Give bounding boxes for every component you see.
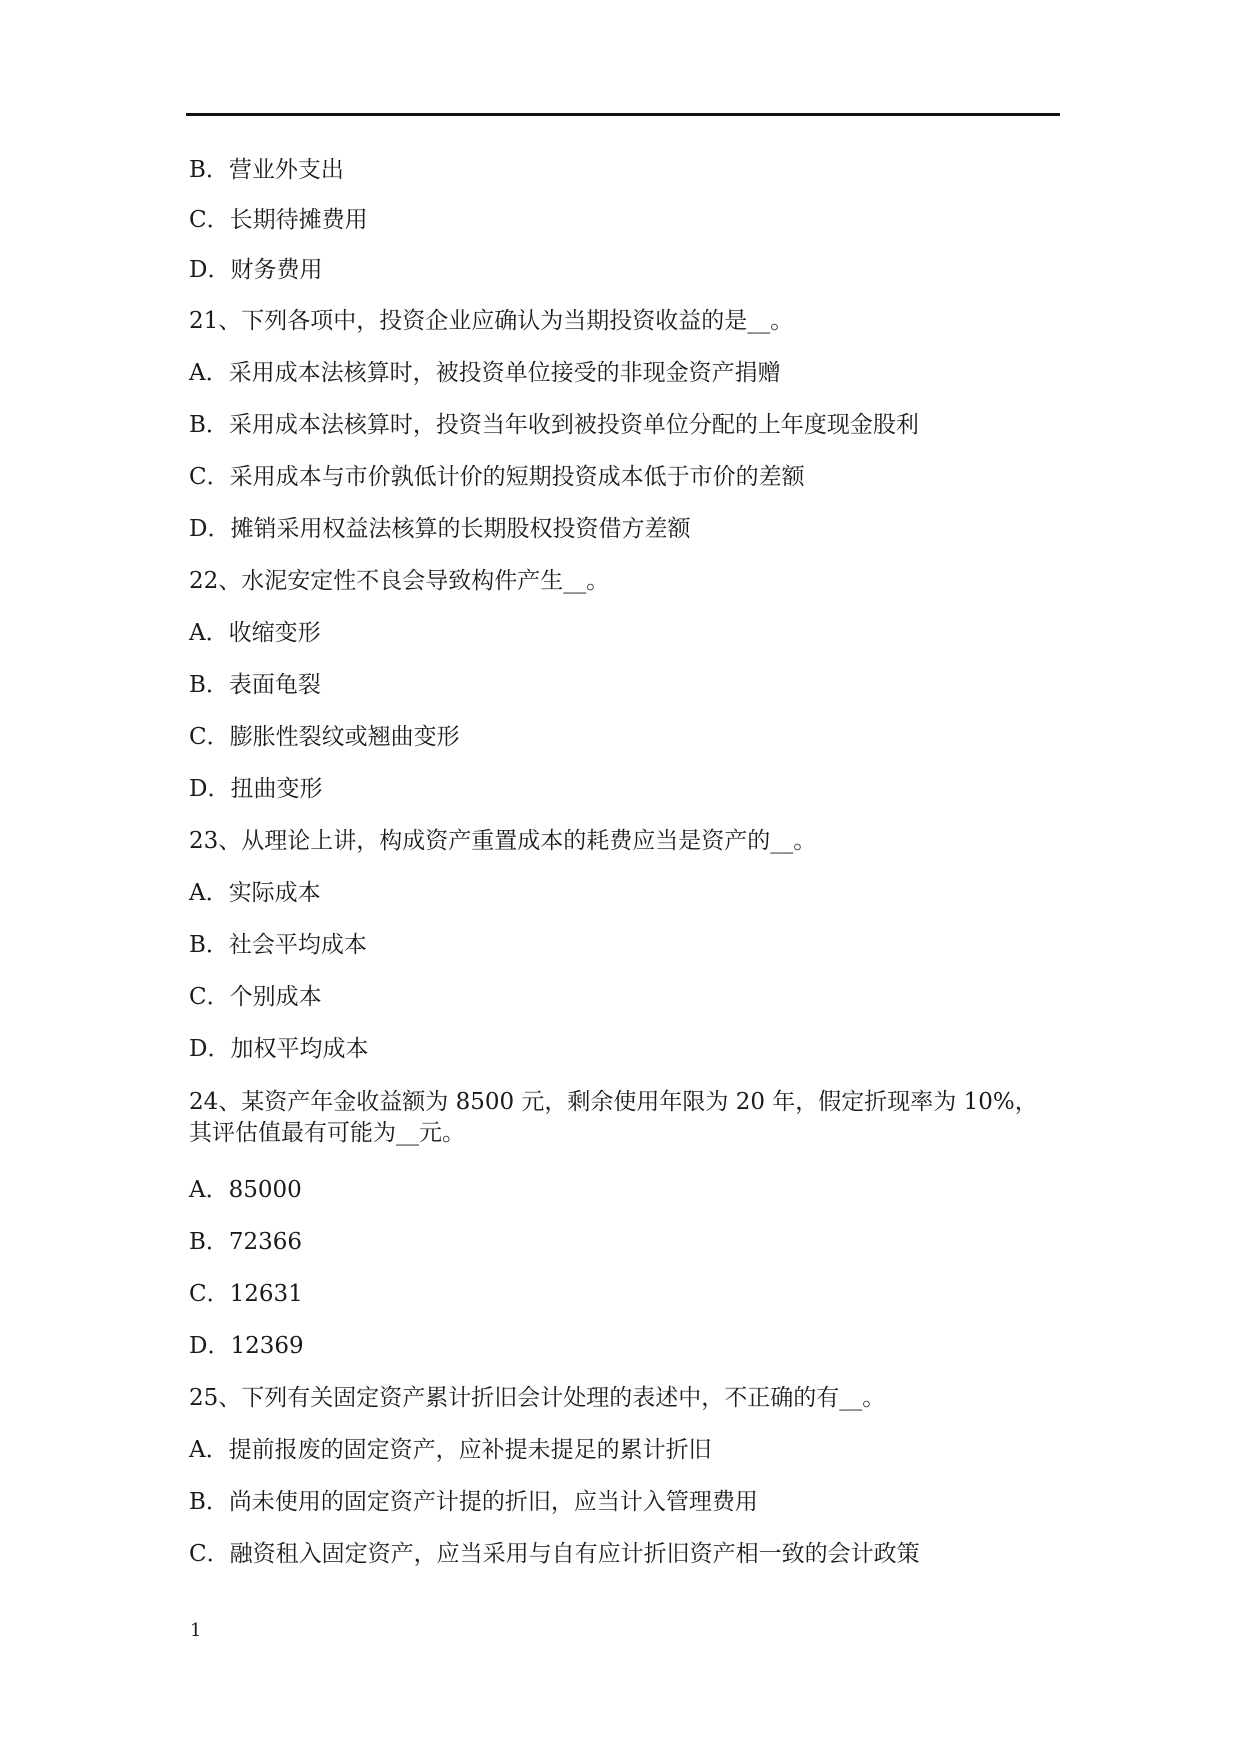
header-rule bbox=[186, 113, 1060, 116]
question-22-option-c: C．膨胀性裂纹或翘曲变形 bbox=[189, 724, 460, 750]
question-25-option-a: A．提前报废的固定资产，应补提未提足的累计折旧 bbox=[189, 1437, 712, 1463]
question-21-option-b: B．采用成本法核算时，投资当年收到被投资单位分配的上年度现金股利 bbox=[189, 412, 919, 438]
question-25-option-c: C．融资租入固定资产，应当采用与自有应计折旧资产相一致的会计政策 bbox=[189, 1541, 920, 1567]
question-21: 21、下列各项中，投资企业应确认为当期投资收益的是__。 bbox=[189, 308, 794, 334]
option-c-line: C．长期待摊费用 bbox=[189, 207, 368, 233]
question-23-option-b: B．社会平均成本 bbox=[189, 932, 367, 958]
question-23: 23、从理论上讲，构成资产重置成本的耗费应当是资产的__。 bbox=[189, 828, 817, 854]
question-24: 24、某资产年金收益额为 8500 元，剩余使用年限为 20 年，假定折现率为 10%， bbox=[189, 1089, 1038, 1115]
question-24-option-b: B．72366 bbox=[189, 1229, 303, 1255]
question-23-option-a: A．实际成本 bbox=[189, 880, 321, 906]
option-b-line: B．营业外支出 bbox=[189, 157, 344, 183]
question-23-option-d: D．加权平均成本 bbox=[189, 1036, 369, 1062]
question-22-option-b: B．表面龟裂 bbox=[189, 672, 321, 698]
question-24-option-a: A．85000 bbox=[189, 1177, 302, 1203]
question-24-continuation: 其评估值最有可能为__元。 bbox=[189, 1120, 465, 1146]
question-23-option-c: C．个别成本 bbox=[189, 984, 322, 1010]
question-21-option-c: C．采用成本与市价孰低计价的短期投资成本低于市价的差额 bbox=[189, 464, 805, 490]
question-24-option-d: D．12369 bbox=[189, 1333, 304, 1359]
question-21-option-a: A．采用成本法核算时，被投资单位接受的非现金资产捐赠 bbox=[189, 360, 781, 386]
page-number: 1 bbox=[190, 1620, 202, 1641]
question-24-option-c: C．12631 bbox=[189, 1281, 303, 1307]
question-21-option-d: D．摊销采用权益法核算的长期股权投资借方差额 bbox=[189, 516, 691, 542]
question-22: 22、水泥安定性不良会导致构件产生__。 bbox=[189, 568, 610, 594]
question-22-option-d: D．扭曲变形 bbox=[189, 776, 323, 802]
question-25: 25、下列有关固定资产累计折旧会计处理的表述中，不正确的有__。 bbox=[189, 1385, 886, 1411]
question-22-option-a: A．收缩变形 bbox=[189, 620, 321, 646]
option-d-line: D．财务费用 bbox=[189, 257, 323, 283]
question-25-option-b: B．尚未使用的固定资产计提的折旧，应当计入管理费用 bbox=[189, 1489, 758, 1515]
